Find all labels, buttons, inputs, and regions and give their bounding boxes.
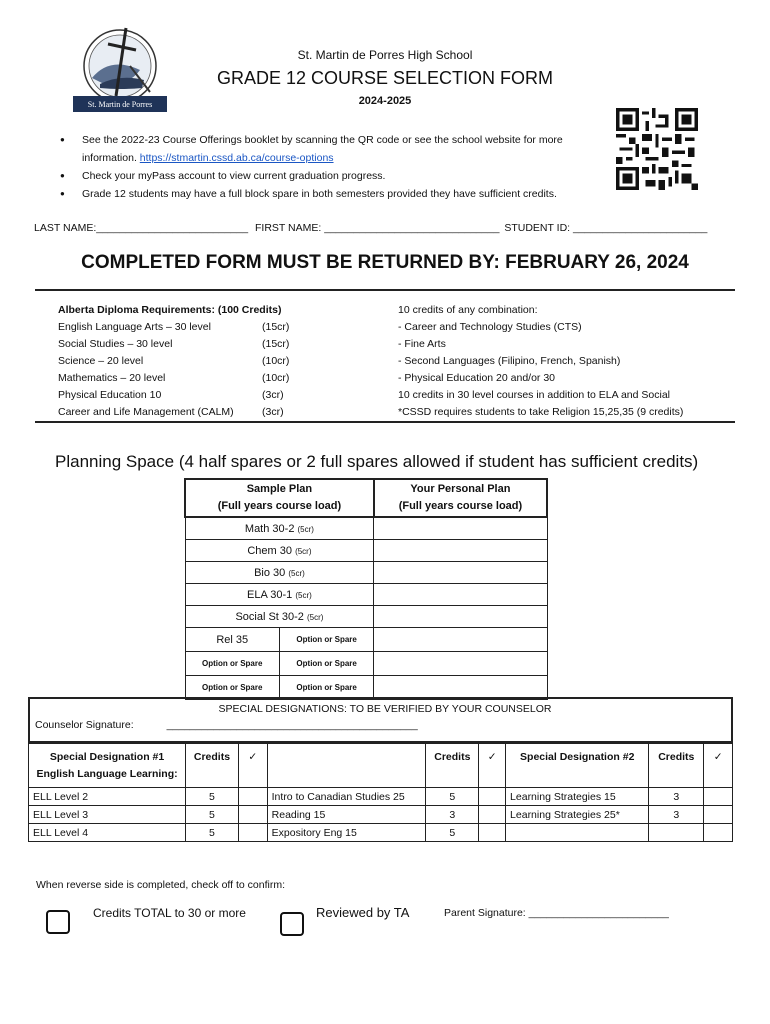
personal-plan-cell[interactable] <box>374 676 547 700</box>
personal-plan-cell[interactable] <box>374 540 547 562</box>
qr-code[interactable] <box>616 106 698 192</box>
student-info-line[interactable] <box>34 222 734 234</box>
designation-row: ELL Level 4 5 Expository Eng 15 5 <box>29 824 733 842</box>
requirement-row: Social Studies – 30 level (15cr) <box>58 338 290 350</box>
check-cell[interactable] <box>238 824 267 842</box>
planning-title: Planning Space (4 half spares or 2 full spares allowed if student has sufficient credits) <box>55 452 699 471</box>
check-cell[interactable] <box>479 824 506 842</box>
reviewed-ta-label: Reviewed by TA <box>316 905 410 920</box>
personal-plan-header: Your Personal Plan (Full years course load) <box>374 479 547 517</box>
plan-row: Chem 30 (5cr) <box>185 540 547 562</box>
requirements-heading: Alberta Diploma Requirements: (100 Credits) <box>58 304 282 316</box>
reviewed-ta-checkbox[interactable] <box>280 912 304 936</box>
logo-text: St. Martin de Porres <box>87 100 153 109</box>
divider-top <box>35 289 735 291</box>
credits-total-checkbox[interactable] <box>46 910 70 934</box>
option-line: *CSSD requires students to take Religion 15,25,35 (9 credits) <box>398 406 684 418</box>
counselor-signature-line[interactable]: ___________________________________________ <box>166 719 418 731</box>
personal-plan-cell[interactable] <box>374 606 547 628</box>
planning-table <box>184 478 548 700</box>
requirement-row: Mathematics – 20 level (10cr) <box>58 372 290 384</box>
plan-row: Bio 30 (5cr) <box>185 562 547 584</box>
check-header: ✓ <box>704 744 733 788</box>
sample-plan-header: Sample Plan (Full years course load) <box>185 479 374 517</box>
last-name-field[interactable]: LAST NAME:__________________________ <box>34 222 249 234</box>
check-cell[interactable] <box>238 806 267 824</box>
designations-header-row: Special Designation #1 English Language Learning: Credits ✓ Credits ✓ Special Designation #2 Credits ✓ <box>29 744 733 788</box>
planning-header-row <box>185 479 547 517</box>
student-id-field[interactable]: STUDENT ID: _______________________ <box>504 222 708 234</box>
plan-row: Social St 30-2 (5cr) <box>185 606 547 628</box>
course-options-link[interactable]: https://stmartin.cssd.ab.ca/course-options <box>139 152 334 164</box>
designation-row: ELL Level 2 5 Intro to Canadian Studies 25 5 Learning Strategies 15 3 <box>29 788 733 806</box>
parent-signature-field[interactable]: Parent Signature: ________________________ <box>444 907 669 919</box>
info-bullets <box>60 131 620 203</box>
designations-title: SPECIAL DESIGNATIONS: TO BE VERIFIED BY YOUR COUNSELOR <box>218 703 552 715</box>
requirement-row: Science – 20 level (10cr) <box>58 355 290 367</box>
check-cell[interactable] <box>479 788 506 806</box>
option-line: - Second Languages (Filipino, French, Spanish) <box>398 355 621 367</box>
confirm-instructions: When reverse side is completed, check off to confirm: <box>36 879 285 891</box>
divider-bottom <box>35 421 735 423</box>
check-header: ✓ <box>238 744 267 788</box>
plan-row: Math 30-2 (5cr) <box>185 517 547 540</box>
credits-total-label: Credits TOTAL to 30 or more <box>93 906 246 920</box>
option-line: 10 credits of any combination: <box>398 304 538 316</box>
personal-plan-cell[interactable] <box>374 652 547 676</box>
personal-plan-cell[interactable] <box>374 562 547 584</box>
bullet-spare: ● Grade 12 students may have a full block spare in both semesters provided they have sufficient credits. <box>60 185 620 203</box>
first-name-field[interactable]: FIRST NAME: ______________________________ <box>255 222 500 234</box>
plan-row: Option or Spare Option or Spare <box>185 652 547 676</box>
option-line: - Physical Education 20 and/or 30 <box>398 372 556 384</box>
option-line: 10 credits in 30 level courses in addition to ELA and Social <box>398 389 671 401</box>
requirement-row: Physical Education 10 (3cr) <box>58 389 284 401</box>
check-header: ✓ <box>479 744 506 788</box>
personal-plan-cell[interactable] <box>374 628 547 652</box>
personal-plan-cell[interactable] <box>374 584 547 606</box>
check-cell[interactable] <box>704 806 733 824</box>
personal-plan-cell[interactable] <box>374 517 547 540</box>
check-cell[interactable] <box>479 806 506 824</box>
plan-row: Rel 35 Option or Spare <box>185 628 547 652</box>
check-cell[interactable] <box>704 824 733 842</box>
designations-table <box>28 743 733 842</box>
option-line: - Fine Arts <box>398 338 446 350</box>
plan-row: Option or Spare Option or Spare <box>185 676 547 700</box>
designation-row: ELL Level 3 5 Reading 15 3 Learning Strategies 25* 3 <box>29 806 733 824</box>
diploma-requirements <box>58 302 289 421</box>
counselor-signature[interactable]: Counselor Signature: ___________________________________________ <box>35 719 418 731</box>
requirement-row: English Language Arts – 30 level (15cr) <box>58 321 290 333</box>
plan-row: ELA 30-1 (5cr) <box>185 584 547 606</box>
credit-options <box>398 302 683 421</box>
check-cell[interactable] <box>238 788 267 806</box>
requirement-row: Career and Life Management (CALM) (3cr) <box>58 406 284 418</box>
form-title: GRADE 12 COURSE SELECTION FORM <box>216 68 554 88</box>
deadline-heading: COMPLETED FORM MUST BE RETURNED BY: FEBRUARY 26, 2024 <box>81 252 689 273</box>
bullet-mypass: ● Check your myPass account to view current graduation progress. <box>60 167 620 185</box>
school-name: St. Martin de Porres High School <box>297 48 473 62</box>
option-line: - Career and Technology Studies (CTS) <box>398 321 582 333</box>
bullet-booklet: ● See the 2022-23 Course Offerings booklet by scanning the QR code or see the school website for more information. https://stmartin.cssd.ab.ca/course-options <box>60 131 620 167</box>
school-year: 2024-2025 <box>358 95 412 107</box>
check-cell[interactable] <box>704 788 733 806</box>
